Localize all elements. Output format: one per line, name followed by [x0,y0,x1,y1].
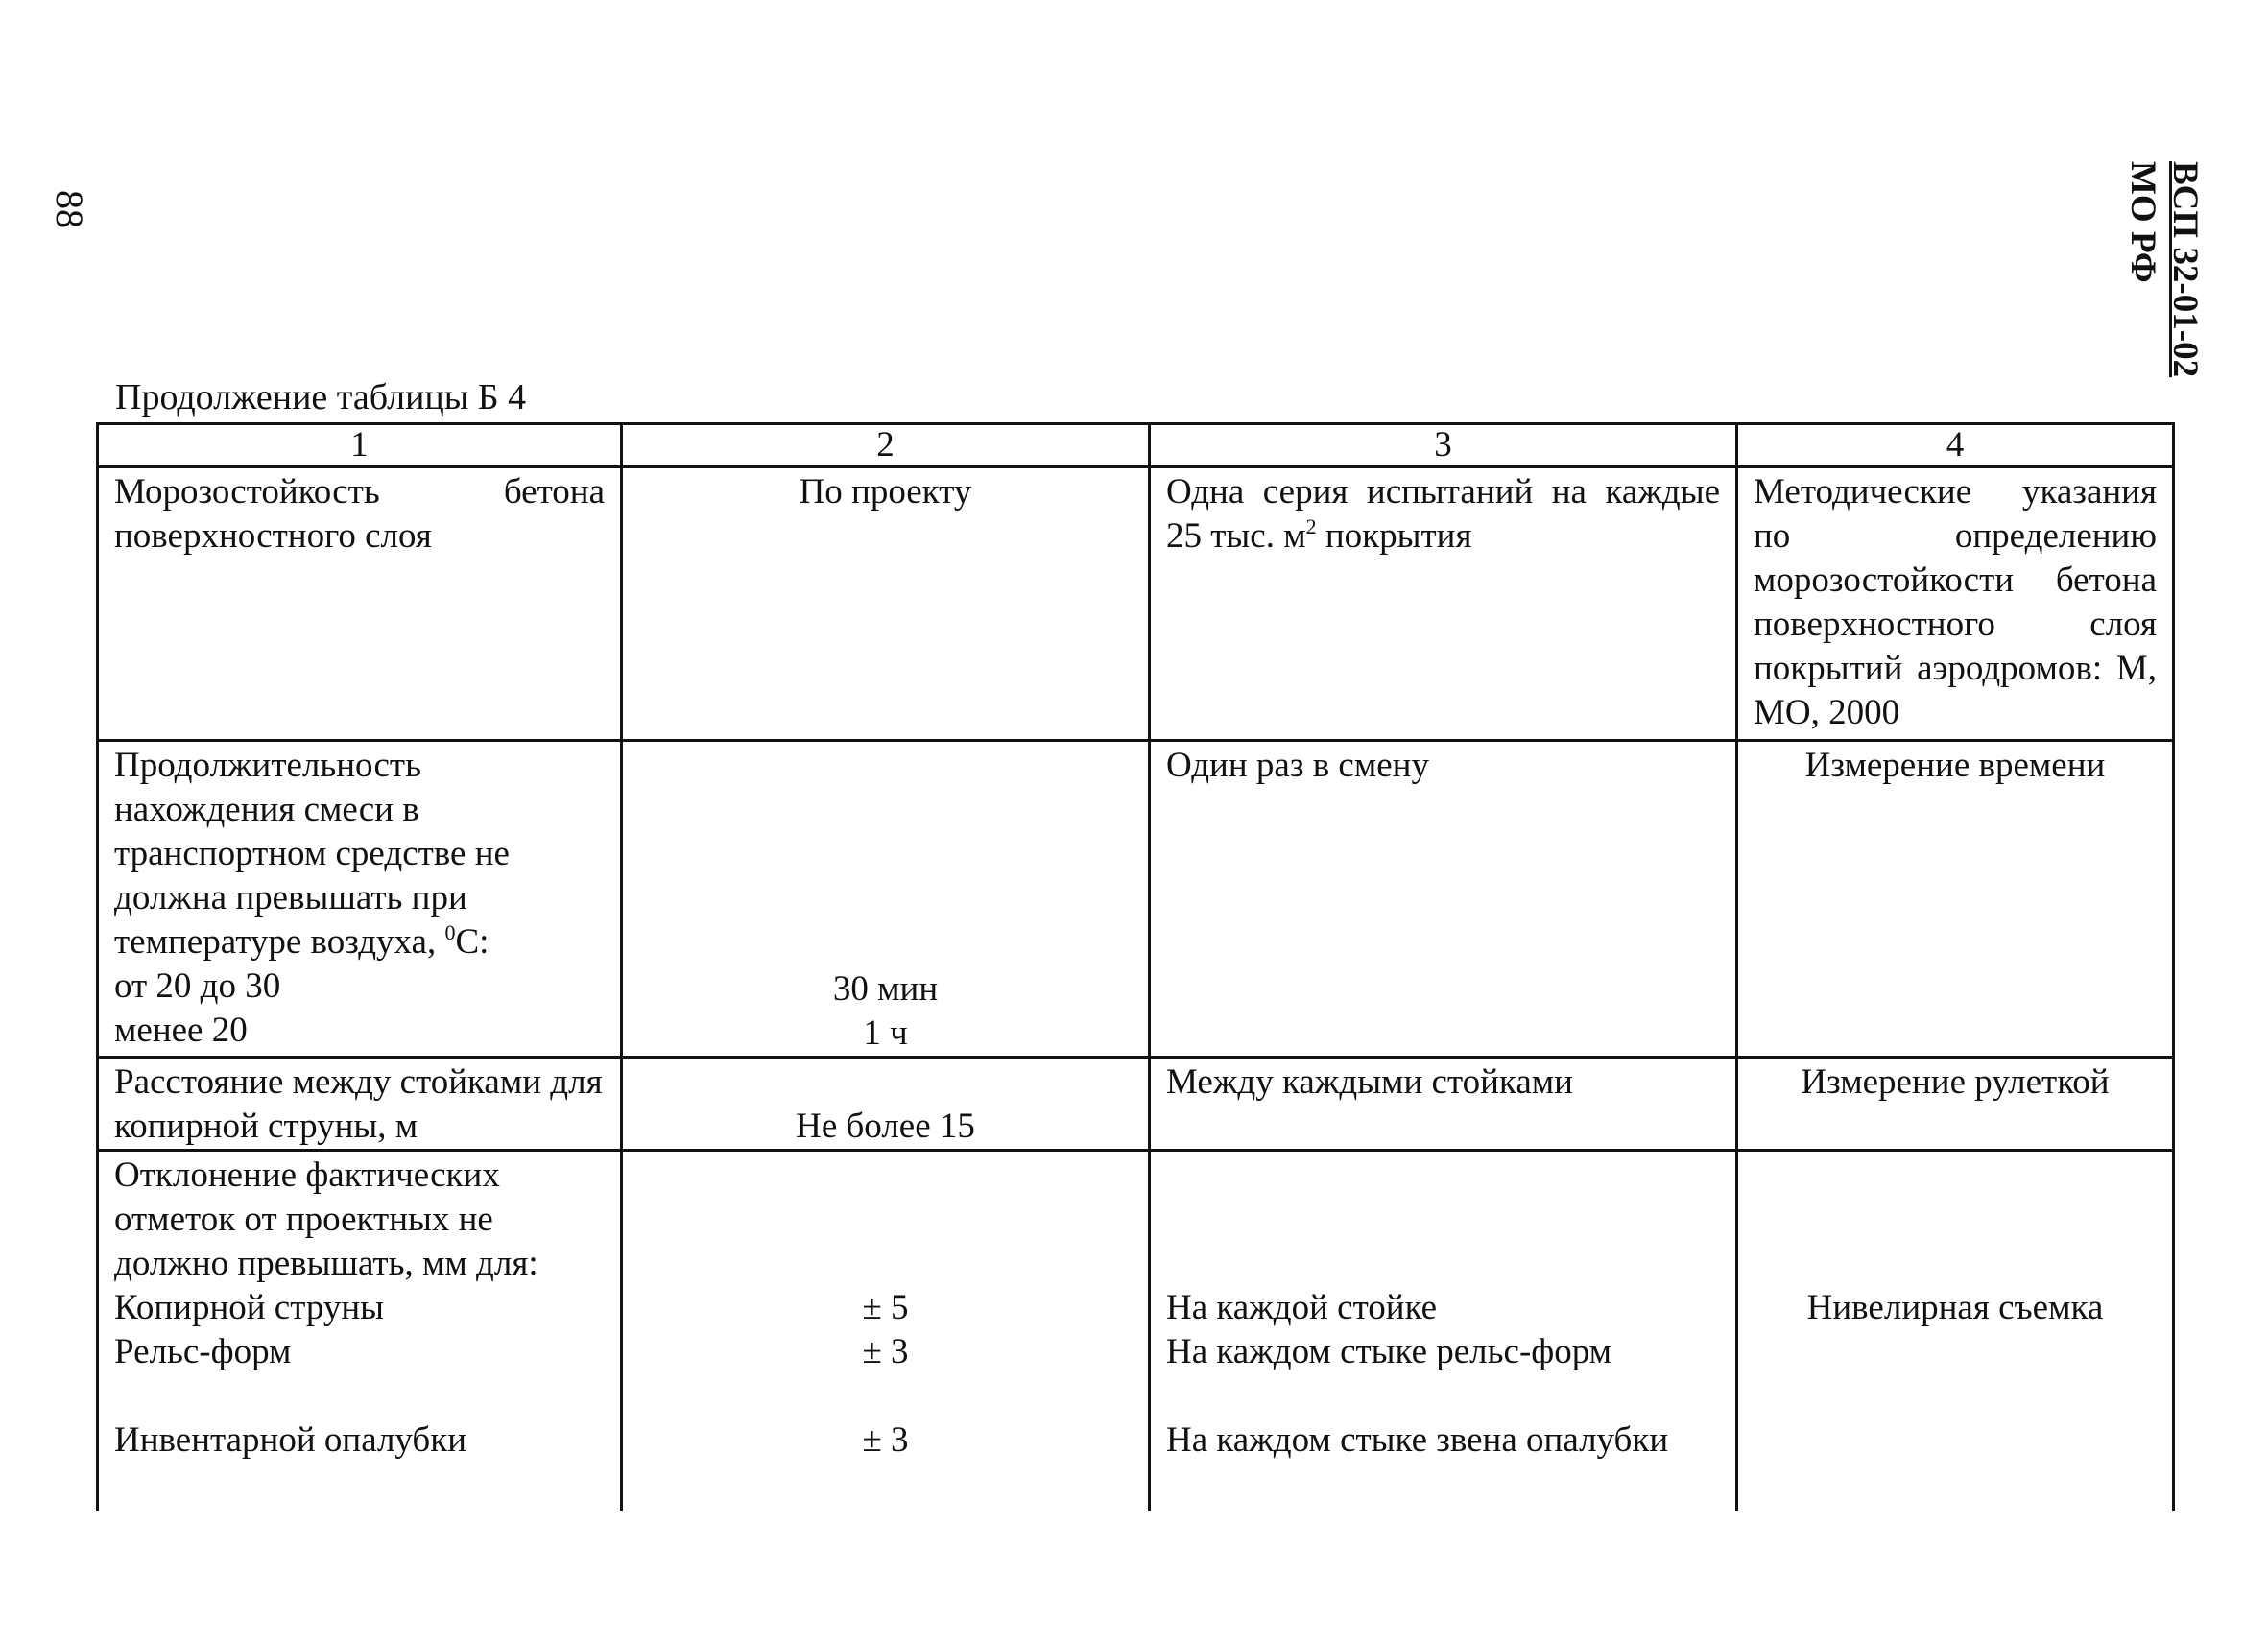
row4-item-3: Инвентарной опалубки [114,1420,467,1460]
row1-parameter: Морозостойкость бетона поверхностного слоя [98,467,622,741]
column-header-1: 1 [98,424,622,467]
row4-parameter-main: Отклонение фактических отметок от проектных не должно превышать, мм для: [114,1156,538,1283]
row2-parameter-unit: С: [455,922,489,962]
row1-scope-superscript: 2 [1305,514,1317,538]
row4-scope-3: На каждом стыке звена опалубки [1166,1420,1669,1460]
row1-control-scope [1150,467,1737,741]
row1-scope-suffix: покрытия [1316,516,1472,556]
row4-item-2: Рельс-форм [114,1332,292,1371]
row4-method [1737,1151,2174,1512]
table-row [98,1058,2174,1151]
row2-values [622,741,1150,1058]
page-number: 88 [48,190,91,228]
row4-value-3: ± 3 [862,1420,909,1460]
document-code-line1: ВСП 32-01-02 [2165,161,2205,378]
row3-control-scope: Между каждыми стойками [1150,1058,1737,1151]
row2-method: Измерение времени [1737,741,2174,1058]
table-caption: Продолжение таблицы Б 4 [115,377,527,417]
row1-method: Методические указания по определению морозостойкости бетона поверхностного слоя покрытий аэродромов: М, МО, 2000 [1737,467,2174,741]
row4-method-text: Нивелирная съемка [1806,1288,2104,1327]
requirements-table [96,422,2175,1511]
document-code-line2: МО РФ [2123,161,2162,283]
row4-value-2: ± 3 [862,1332,909,1371]
row4-parameter [98,1151,622,1512]
row3-parameter: Расстояние между стойками для копирной струны, м [98,1058,622,1151]
row2-degree-superscript: 0 [444,920,456,944]
row2-parameter-text: Продолжительность нахождения смеси в транспортном средстве не должна превышать при температуре воздуха, [114,746,510,962]
column-header-2: 2 [622,424,1150,467]
table-header-row [98,424,2174,467]
row2-value-1: 30 мин [832,969,939,1009]
row2-range-2: менее 20 [114,1011,248,1050]
table-row [98,741,2174,1058]
column-header-3: 3 [1150,424,1737,467]
row2-control-scope: Один раз в смену [1150,741,1737,1058]
table-row [98,467,2174,741]
table-row [98,1151,2174,1512]
row1-value: По проекту [622,467,1150,741]
row4-item-1: Копирной струны [114,1288,385,1327]
row2-parameter [98,741,622,1058]
row2-parameter-main [114,744,605,965]
row4-control-scope [1150,1151,1737,1512]
row3-value: Не более 15 [622,1058,1150,1151]
row4-scope-2: На каждом стыке рельс-форм [1166,1332,1612,1371]
document-code [2121,161,2206,377]
row4-value-1: ± 5 [862,1288,909,1327]
row1-scope-text: Одна серия испытаний на каждые 25 тыс. м [1166,472,1720,556]
row4-values [622,1151,1150,1512]
row2-range-1: от 20 до 30 [114,966,281,1006]
row2-value-2: 1 ч [863,1013,908,1053]
column-header-4: 4 [1737,424,2174,467]
row3-method: Измерение рулеткой [1737,1058,2174,1151]
row4-scope-1: На каждой стойке [1166,1288,1438,1327]
